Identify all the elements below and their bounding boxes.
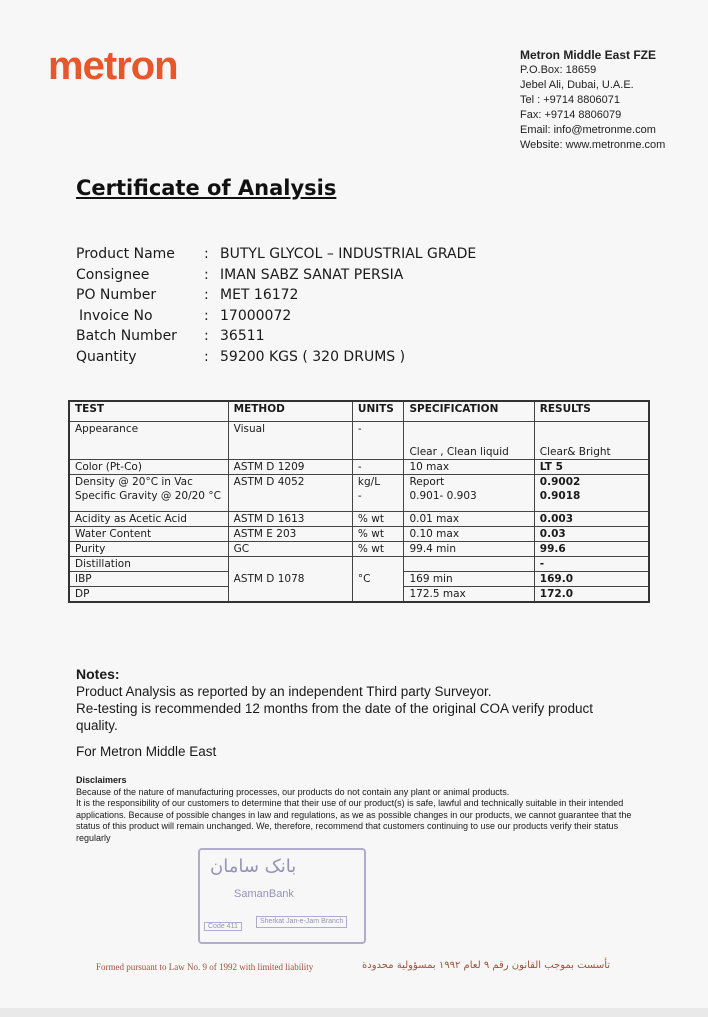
stamp-bank-name: SamanBank (234, 888, 294, 900)
cell-specification: 172.5 max (404, 586, 534, 602)
info-value: BUTYL GLYCOL – INDUSTRIAL GRADE (220, 246, 477, 262)
info-label: PO Number (76, 287, 157, 303)
info-row-quantity (76, 347, 476, 368)
cell-specification: 0.01 max (404, 511, 534, 526)
cell-result: 0.003 (534, 511, 649, 526)
cell-test: Purity (69, 541, 228, 556)
address-line: Jebel Ali, Dubai, U.A.E. (520, 79, 634, 91)
info-row-po-number (76, 285, 476, 306)
cell-units: - (352, 489, 404, 511)
stamp-arabic-text: بانک سامان (210, 856, 297, 877)
cell-test: Density @ 20°C in Vac (69, 475, 228, 490)
company-name: Metron Middle East FZE (520, 48, 657, 62)
cell-units: °C (352, 556, 404, 602)
stamp-branch: Sherkat Jan-e-Jam Branch (256, 916, 347, 928)
column-header-method: METHOD (228, 401, 352, 422)
disclaimer-text: It is the responsibility of our customers to determine that their use of our product(s) is safe, lawful and technically suitable in their intended applications. Because of possible changes in law and regulations, as we as possible changes in our products, we cannot guarantee that the status of this product will remain unchanged. We, therefore, recommend that customers continuing to use our products verify their status regularly (76, 798, 632, 843)
disclaimer-text: Because of the nature of manufacturing processes, our products do not contain any plant or animal products. (76, 786, 510, 797)
cell-units: - (352, 422, 404, 460)
info-row-batch-number (76, 326, 476, 347)
cell-result: LT 5 (534, 460, 649, 475)
disclaimers-heading: Disclaimers (76, 775, 127, 785)
cell-specification: 0.901- 0.903 (404, 489, 534, 511)
cell-specification (404, 556, 534, 571)
cell-units: % wt (352, 526, 404, 541)
email-line: Email: info@metronme.com (520, 124, 656, 136)
cell-specification: Clear , Clean liquid (404, 422, 534, 460)
column-header-results: RESULTS (534, 401, 649, 422)
address-line: P.O.Box: 18659 (520, 64, 597, 76)
bank-stamp (198, 848, 366, 944)
cell-test: Distillation (69, 556, 228, 571)
notes-heading: Notes: (76, 666, 120, 682)
notes-section (76, 666, 636, 734)
cell-result: 0.9002 (534, 475, 649, 490)
info-value: IMAN SABZ SANAT PERSIA (220, 266, 404, 283)
info-separator: : (204, 307, 209, 324)
info-separator: : (204, 348, 209, 365)
note-line: Re-testing is recommended 12 months from the date of the original COA verify product quality. (76, 701, 594, 733)
cell-result: 99.6 (534, 541, 649, 556)
info-value: 36511 (220, 328, 265, 344)
footer-legal-arabic: تأسست بموجب القانون رقم ٩ لعام ١٩٩٢ بمسؤولية محدودة (362, 960, 611, 971)
info-row-consignee (76, 265, 476, 286)
cell-test: Appearance (69, 422, 228, 460)
cell-method: Visual (228, 422, 352, 460)
cell-specification: 169 min (404, 571, 534, 586)
table-row (69, 489, 649, 511)
table-row (69, 460, 649, 475)
cell-method: ASTM D 1613 (228, 511, 352, 526)
info-label: Product Name (76, 246, 175, 262)
cell-method: ASTM E 203 (228, 526, 352, 541)
info-separator: : (204, 246, 209, 262)
info-row-product-name (76, 244, 476, 265)
company-address-block (520, 48, 665, 153)
signatory-line: For Metron Middle East (76, 744, 217, 759)
page-bottom-edge (0, 1008, 708, 1017)
column-header-test: TEST (69, 401, 228, 422)
column-header-units: UNITS (352, 401, 404, 422)
cell-result: 0.9018 (534, 489, 649, 511)
table-row (69, 511, 649, 526)
column-header-specification: SPECIFICATION (404, 401, 534, 422)
analysis-table (68, 400, 650, 603)
footer-legal-english: Formed pursuant to Law No. 9 of 1992 with limited liability (96, 962, 314, 972)
disclaimers-section (76, 775, 636, 844)
cell-result: 169.0 (534, 571, 649, 586)
info-row-invoice-no (76, 306, 476, 327)
info-label: Consignee (76, 266, 150, 283)
cell-result: - (534, 556, 649, 571)
info-separator: : (204, 287, 209, 303)
cell-test: Water Content (69, 526, 228, 541)
info-label: Batch Number (76, 328, 177, 344)
table-row (69, 556, 649, 571)
cell-result: 172.0 (534, 586, 649, 602)
cell-test: Acidity as Acetic Acid (69, 511, 228, 526)
cell-units: % wt (352, 511, 404, 526)
cell-test: IBP (69, 571, 228, 586)
info-value: 17000072 (220, 307, 292, 324)
fax-line: Fax: +9714 8806079 (520, 109, 622, 121)
cell-specification: Report (404, 475, 534, 490)
cell-units: - (352, 460, 404, 475)
table-row (69, 475, 649, 490)
cell-method: ASTM D 1078 (228, 556, 352, 602)
cell-specification: 10 max (404, 460, 534, 475)
website-line: Website: www.metronme.com (520, 139, 666, 151)
product-info (76, 244, 476, 367)
cell-method: GC (228, 541, 352, 556)
cell-method: ASTM D 1209 (228, 460, 352, 475)
cell-specification: 0.10 max (404, 526, 534, 541)
cell-units: % wt (352, 541, 404, 556)
table-header-row (69, 401, 649, 422)
info-separator: : (204, 328, 209, 344)
info-value: MET 16172 (220, 287, 299, 303)
cell-units: kg/L (352, 475, 404, 490)
cell-specification: 99.4 min (404, 541, 534, 556)
info-label: Invoice No (79, 307, 153, 324)
note-line: Product Analysis as reported by an independent Third party Surveyor. (76, 684, 492, 699)
cell-test: DP (69, 586, 228, 602)
document-title: Certificate of Analysis (76, 176, 337, 200)
info-value: 59200 KGS ( 320 DRUMS ) (220, 348, 406, 365)
cell-result: 0.03 (534, 526, 649, 541)
info-label: Quantity (76, 348, 137, 365)
table-row (69, 526, 649, 541)
cell-test: Specific Gravity @ 20/20 °C (69, 489, 228, 511)
info-separator: : (204, 266, 209, 283)
table-row (69, 422, 649, 460)
cell-test: Color (Pt-Co) (69, 460, 228, 475)
table-row (69, 541, 649, 556)
cell-method: ASTM D 4052 (228, 475, 352, 512)
stamp-code: Code 411 (204, 922, 242, 931)
company-logo: metron (48, 44, 178, 88)
cell-result: Clear& Bright (534, 422, 649, 460)
phone-line: Tel : +9714 8806071 (520, 94, 621, 106)
